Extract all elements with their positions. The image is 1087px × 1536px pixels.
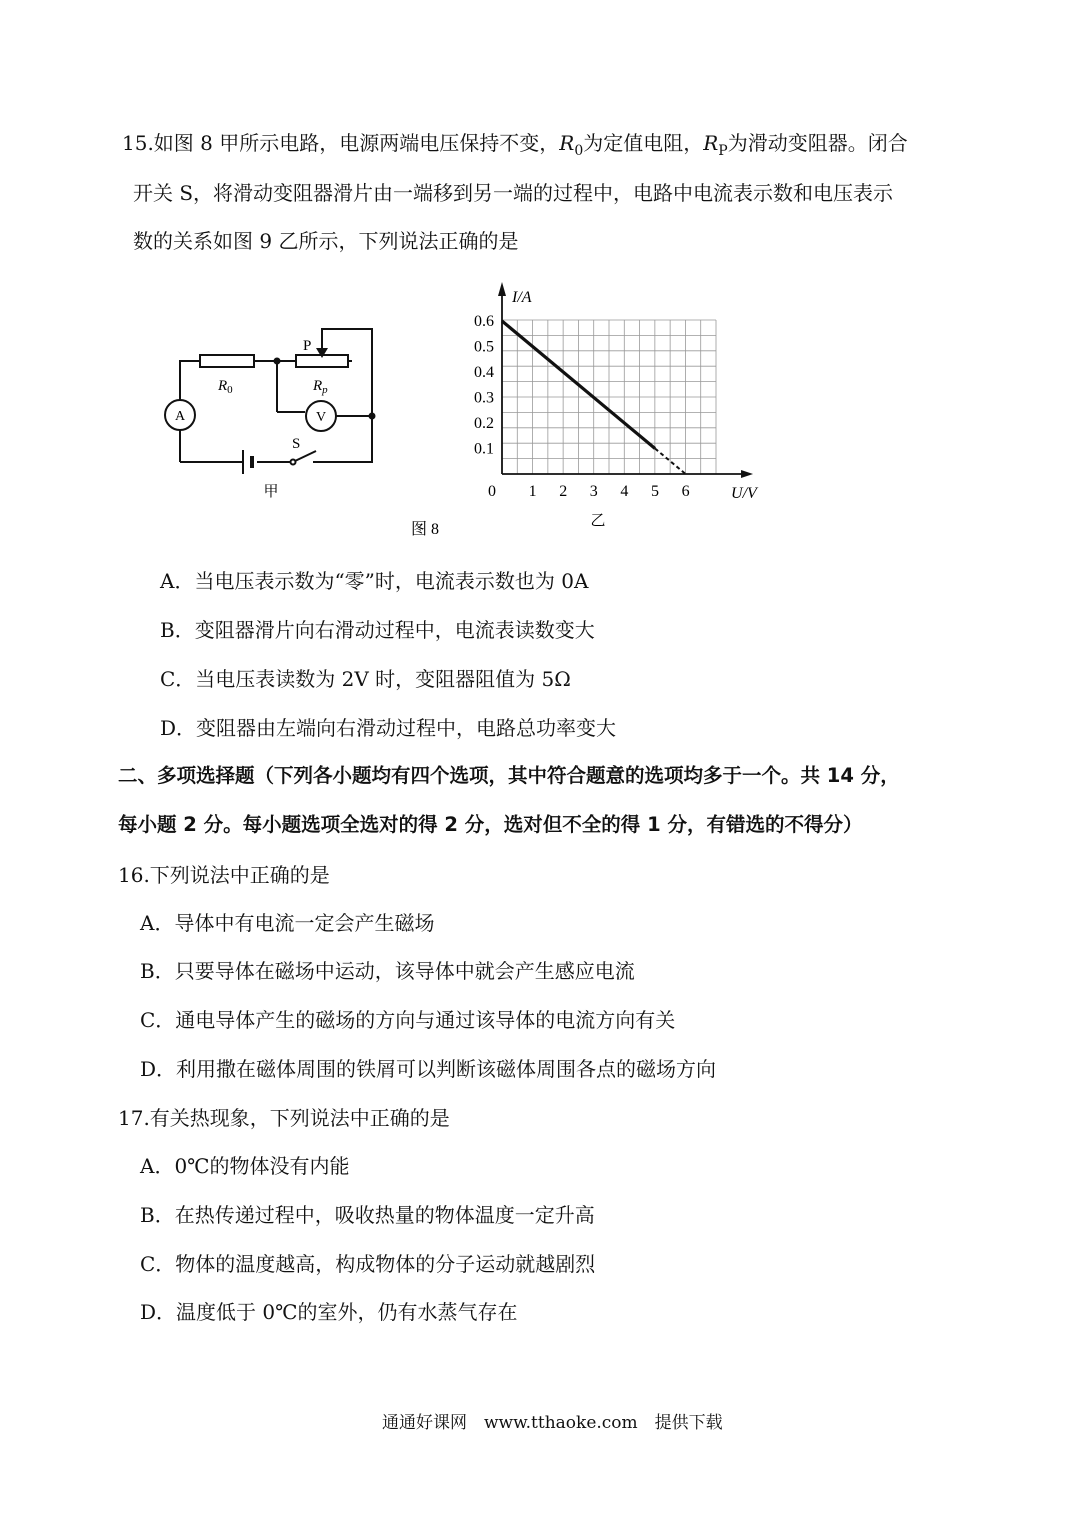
- circuit-r0-symbol: R: [218, 378, 228, 394]
- voltmeter-label: V: [315, 410, 327, 425]
- q17-option-b: B．在热传递过程中，吸收热量的物体温度一定升高: [140, 1203, 595, 1227]
- q16-stem: 16.下列说法中正确的是: [118, 863, 330, 887]
- circuit-rp-label: [312, 378, 328, 396]
- switch-blade: [295, 451, 316, 461]
- q16-option-c: C．通电导体产生的磁场的方向与通过该导体的电流方向有关: [140, 1008, 676, 1032]
- q15-line-1-prefix: 15.如图 8 甲所示电路，电源两端电压保持不变，: [122, 131, 560, 155]
- q15-option-a: A．当电压表示数为“零”时，电流表示数也为 0A: [160, 569, 589, 593]
- x-axis-label: U/V: [731, 485, 757, 502]
- footer-text: 通通好课网 www.tthaoke.com 提供下载: [382, 1413, 723, 1433]
- x-tick-label: 6: [681, 483, 690, 500]
- iu-chart: [474, 282, 759, 529]
- x-tick-label: 3: [589, 483, 598, 500]
- x-axis-arrow: [741, 470, 753, 478]
- circuit-r0-sub: 0: [227, 384, 233, 396]
- q17-option-c: C．物体的温度越高，构成物体的分子运动就越剧烈: [140, 1252, 596, 1276]
- circuit-slider-label: P: [303, 338, 312, 354]
- q16-option-d: D．利用撒在磁体周围的铁屑可以判断该磁体周围各点的磁场方向: [140, 1057, 717, 1081]
- q17-stem: 17.有关热现象，下列说法中正确的是: [118, 1106, 450, 1130]
- q15-line-2: 开关 S，将滑动变阻器滑片由一端移到另一端的过程中，电路中电流表示数和电压表示: [133, 181, 894, 205]
- y-tick-label: 0.6: [474, 313, 494, 330]
- section-2-heading-line-1: 二、多项选择题（下列各小题均有四个选项，其中符合题意的选项均多于一个。共 14 分，: [118, 764, 900, 787]
- rp-subscript: P: [718, 143, 728, 159]
- q16-option-a: A．导体中有电流一定会产生磁场: [140, 911, 435, 935]
- circuit-caption: 甲: [263, 484, 279, 500]
- y-axis-arrow: [498, 282, 506, 296]
- q15-line-1: [122, 129, 908, 165]
- y-tick-label: 0.5: [474, 338, 494, 356]
- y-tick-label: 0.2: [474, 415, 494, 432]
- r0-subscript: 0: [574, 143, 584, 159]
- figure-caption: 图 8: [410, 521, 440, 538]
- q17-option-a: A．0℃的物体没有内能: [140, 1154, 350, 1178]
- q16-option-b: B．只要导体在磁场中运动，该导体中就会产生感应电流: [140, 959, 635, 983]
- r0-resistor: [200, 355, 254, 367]
- circuit-rp-sub: p: [322, 384, 328, 396]
- ammeter-label: A: [174, 409, 186, 424]
- section-2-heading-line-2: 每小题 2 分。每小题选项全选对的得 2 分，选对但不全的得 1 分，有错选的不得分）: [118, 813, 863, 836]
- x-tick-label: 0: [488, 483, 496, 500]
- circuit-diagram: [165, 329, 375, 474]
- r0-symbol: R: [559, 131, 575, 155]
- x-tick-label: 5: [651, 483, 659, 500]
- q17-option-d: D．温度低于 0℃的室外，仍有水蒸气存在: [140, 1300, 518, 1324]
- x-tick-label: 1: [528, 483, 537, 500]
- circuit-r0-label: [217, 378, 233, 396]
- q15-line-3: 数的关系如图 9 乙所示，下列说法正确的是: [133, 229, 519, 253]
- x-tick-label: 2: [559, 483, 568, 500]
- q15-option-c: C．当电压表读数为 2V 时，变阻器阻值为 5Ω: [160, 667, 571, 691]
- y-tick-label: 0.1: [474, 440, 494, 458]
- rp-symbol: R: [703, 131, 719, 155]
- circuit-rp-symbol: R: [313, 378, 323, 394]
- q15-line-1-mid: 为定值电阻，: [583, 131, 704, 155]
- figure-8: [0, 280, 1087, 540]
- y-tick-label: 0.4: [474, 364, 494, 381]
- y-axis-label: I/A: [512, 289, 532, 306]
- q15-line-1-suffix: 为滑动变阻器。闭合: [727, 131, 908, 155]
- switch-label: S: [292, 436, 301, 452]
- x-tick-label: 4: [620, 483, 629, 500]
- q15-option-d: D．变阻器由左端向右滑动过程中，电路总功率变大: [160, 716, 617, 740]
- y-tick-label: 0.3: [474, 389, 494, 407]
- q15-option-b: B．变阻器滑片向右滑动过程中，电流表读数变大: [160, 618, 595, 642]
- chart-caption: 乙: [590, 513, 606, 529]
